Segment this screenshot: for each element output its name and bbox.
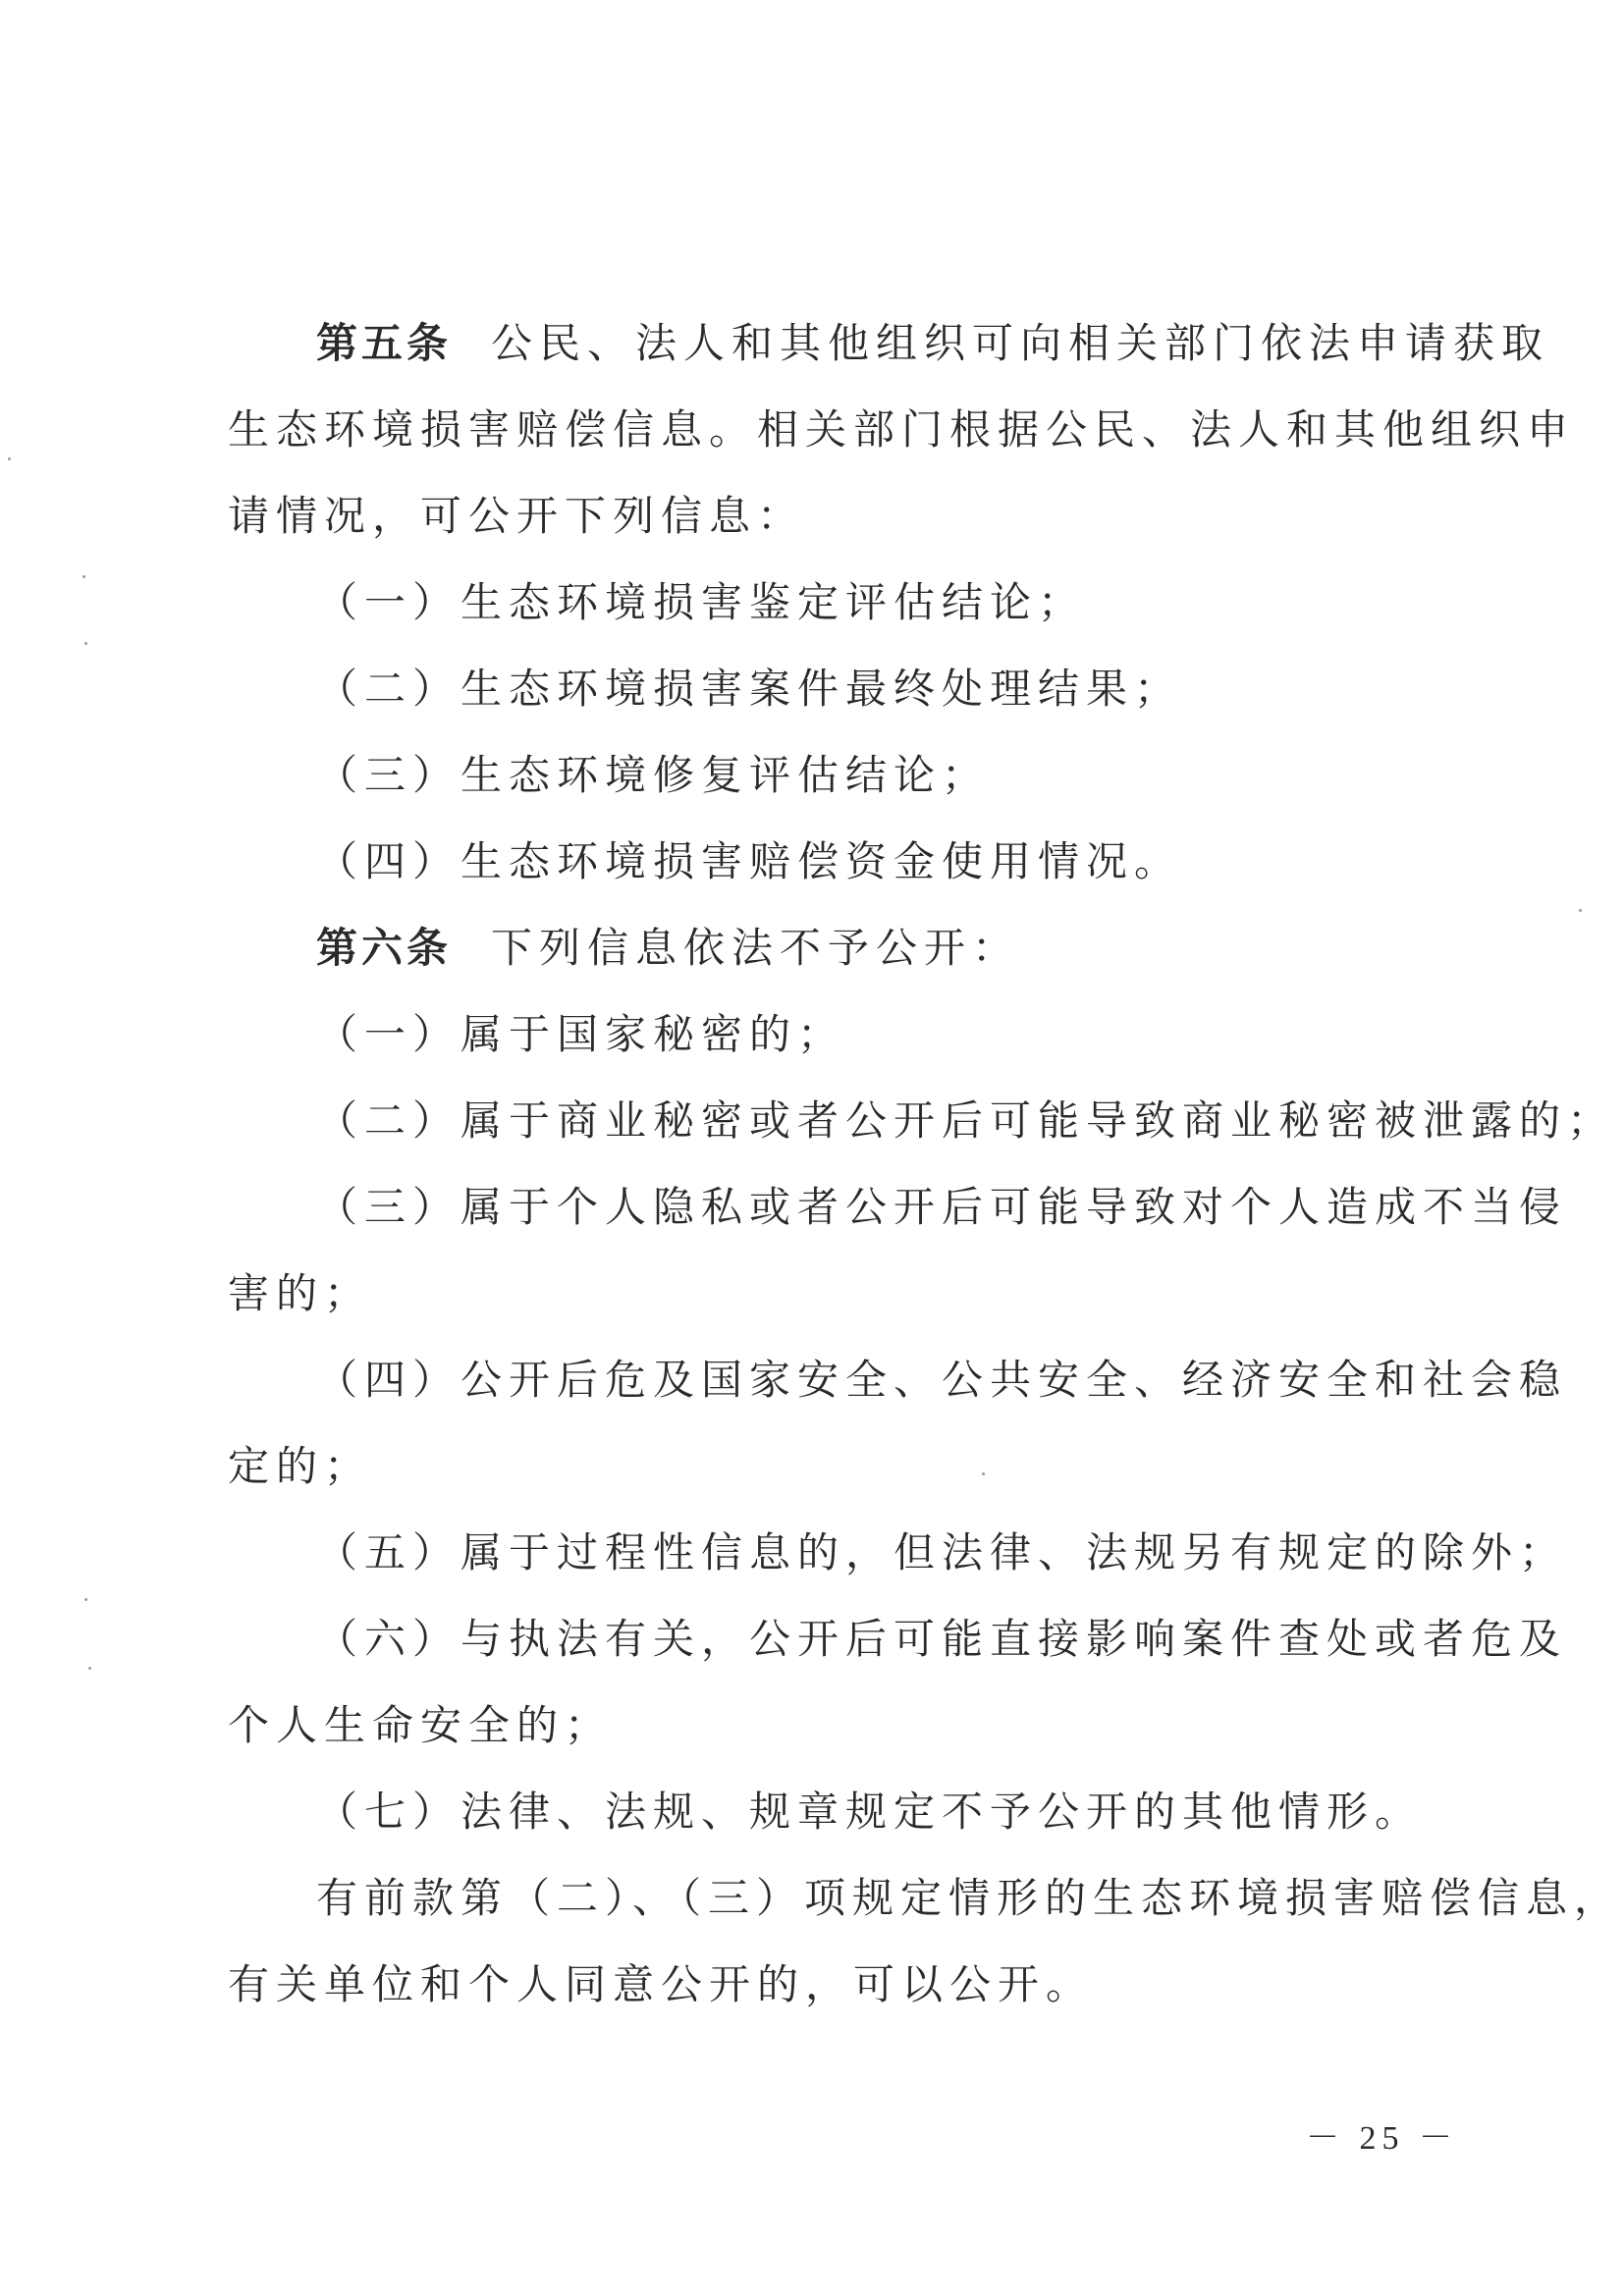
article6-heading: 第六条 — [316, 924, 453, 972]
article6-item-4a: （四）公开后危及国家安全、公共安全、经济安全和社会稳 — [316, 1356, 1568, 1404]
article6-line1 — [316, 919, 1543, 978]
page-number: － 25 － — [1306, 2120, 1458, 2157]
article6-closing-b: 有关单位和个人同意公开的，可以公开。 — [228, 1960, 1095, 2008]
article6-item-6b: 个人生命安全的； — [228, 1701, 614, 1749]
scan-speck — [84, 642, 87, 645]
article5-text-1: 公民、法人和其他组织可向相关部门依法申请获取 — [491, 319, 1550, 367]
article6-item-7: （七）法律、法规、规章规定不予公开的其他情形。 — [316, 1788, 1424, 1836]
scan-speck — [1579, 909, 1582, 912]
scan-speck — [82, 575, 85, 578]
article5-heading: 第五条 — [316, 319, 453, 367]
article5-line2: 生态环境损害赔偿信息。相关部门根据公民、法人和其他组织申 — [228, 405, 1576, 454]
article5-item-1: （一）生态环境损害鉴定评估结论； — [316, 578, 1087, 626]
article6-item-1: （一）属于国家秘密的； — [316, 1010, 846, 1058]
article5-item-3: （三）生态环境修复评估结论； — [316, 751, 991, 799]
article5-item-2: （二）生态环境损害案件最终处理结果； — [316, 665, 1183, 713]
article6-item-4b: 定的； — [228, 1442, 373, 1490]
scan-speck — [84, 1598, 87, 1601]
article6-item-3a: （三）属于个人隐私或者公开后可能导致对个人造成不当侵 — [316, 1183, 1568, 1231]
article6-item-2: （二）属于商业秘密或者公开后可能导致商业秘密被泄露的； — [316, 1096, 1616, 1145]
scan-speck — [8, 457, 11, 460]
article6-item-6a: （六）与执法有关，公开后可能直接影响案件查处或者危及 — [316, 1615, 1568, 1663]
article5-line1 — [316, 314, 1550, 373]
article5-line3: 请情况，可公开下列信息： — [228, 492, 806, 540]
article6-item-3b: 害的； — [228, 1269, 373, 1317]
scan-speck — [88, 1667, 91, 1670]
article6-item-5: （五）属于过程性信息的，但法律、法规另有规定的除外； — [316, 1528, 1568, 1576]
article5-item-4: （四）生态环境损害赔偿资金使用情况。 — [316, 837, 1183, 885]
scan-speck — [982, 1472, 985, 1475]
article6-closing-a: 有前款第（二）、（三）项规定情形的生态环境损害赔偿信息， — [316, 1874, 1623, 1922]
article6-intro: 下列信息依法不予公开： — [491, 924, 1021, 972]
